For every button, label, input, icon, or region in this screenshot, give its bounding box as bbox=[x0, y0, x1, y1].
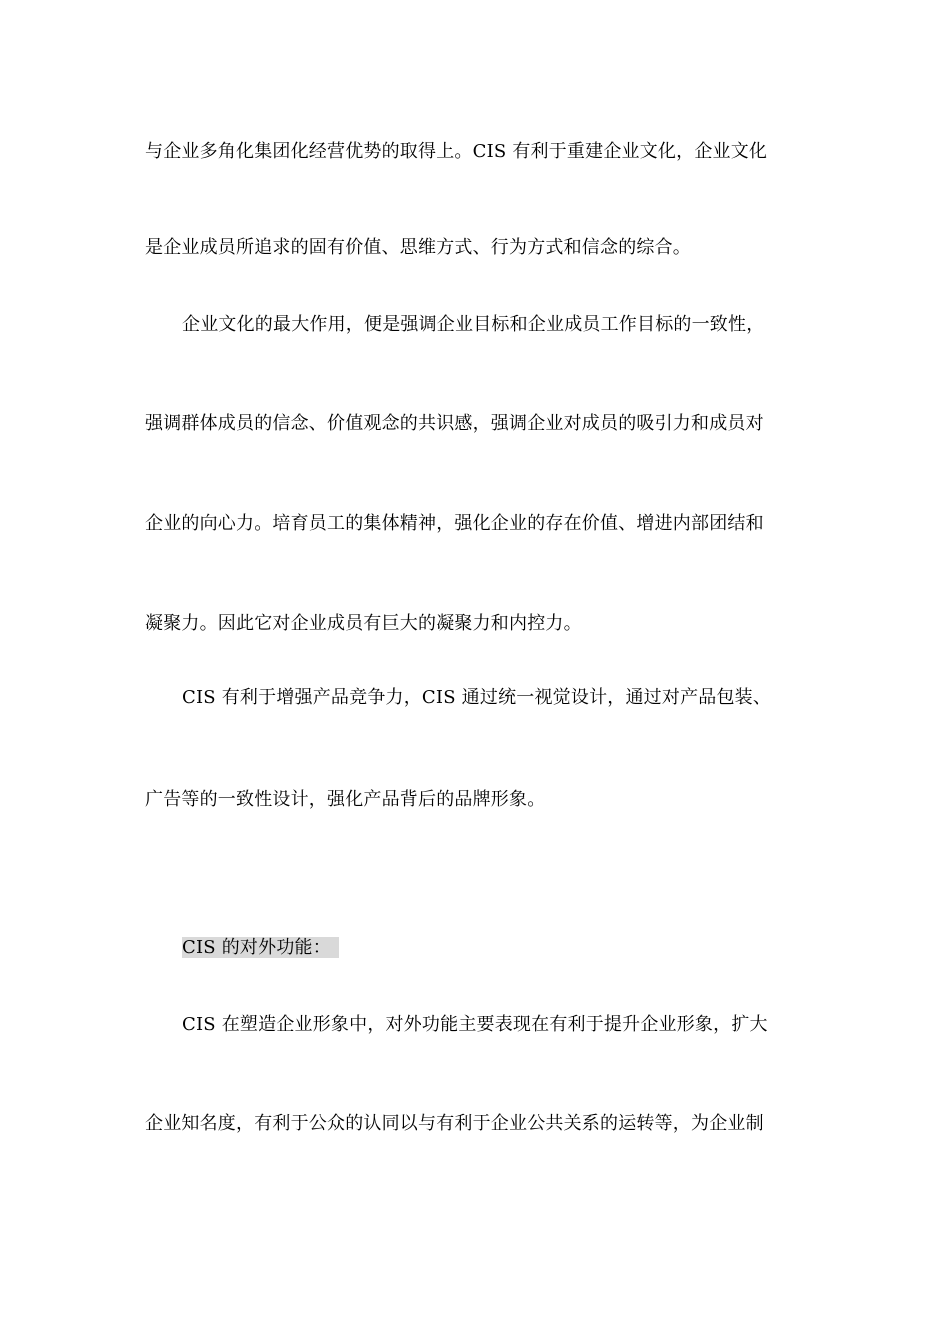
text-line: 凝聚力。因此它对企业成员有巨大的凝聚力和内控力。 bbox=[145, 613, 582, 634]
paragraph-start-line: 企业文化的最大作用，便是强调企业目标和企业成员工作目标的一致性， bbox=[182, 314, 765, 335]
text-line: 与企业多角化集团化经营优势的取得上。CIS 有利于重建企业文化，企业文化 bbox=[145, 141, 768, 162]
text-line: 企业的向心力。培育员工的集体精神，强化企业的存在价值、增进内部团结和 bbox=[145, 513, 764, 534]
text-line: 企业知名度，有利于公众的认同以与有利于企业公共关系的运转等，为企业制 bbox=[145, 1113, 764, 1134]
text-line: 是企业成员所追求的固有价值、思维方式、行为方式和信念的综合。 bbox=[145, 237, 691, 258]
text-line: 强调群体成员的信念、价值观念的共识感，强调企业对成员的吸引力和成员对 bbox=[145, 413, 764, 434]
text-line: 广告等的一致性设计，强化产品背后的品牌形象。 bbox=[145, 789, 546, 810]
paragraph-start-line: CIS 在塑造企业形象中，对外功能主要表现在有利于提升企业形象，扩大 bbox=[182, 1014, 768, 1035]
paragraph-start-line: CIS 有利于增强产品竞争力，CIS 通过统一视觉设计，通过对产品包装、 bbox=[182, 687, 772, 708]
section-heading bbox=[182, 936, 847, 960]
highlighted-heading-text: CIS 的对外功能： bbox=[182, 937, 339, 958]
